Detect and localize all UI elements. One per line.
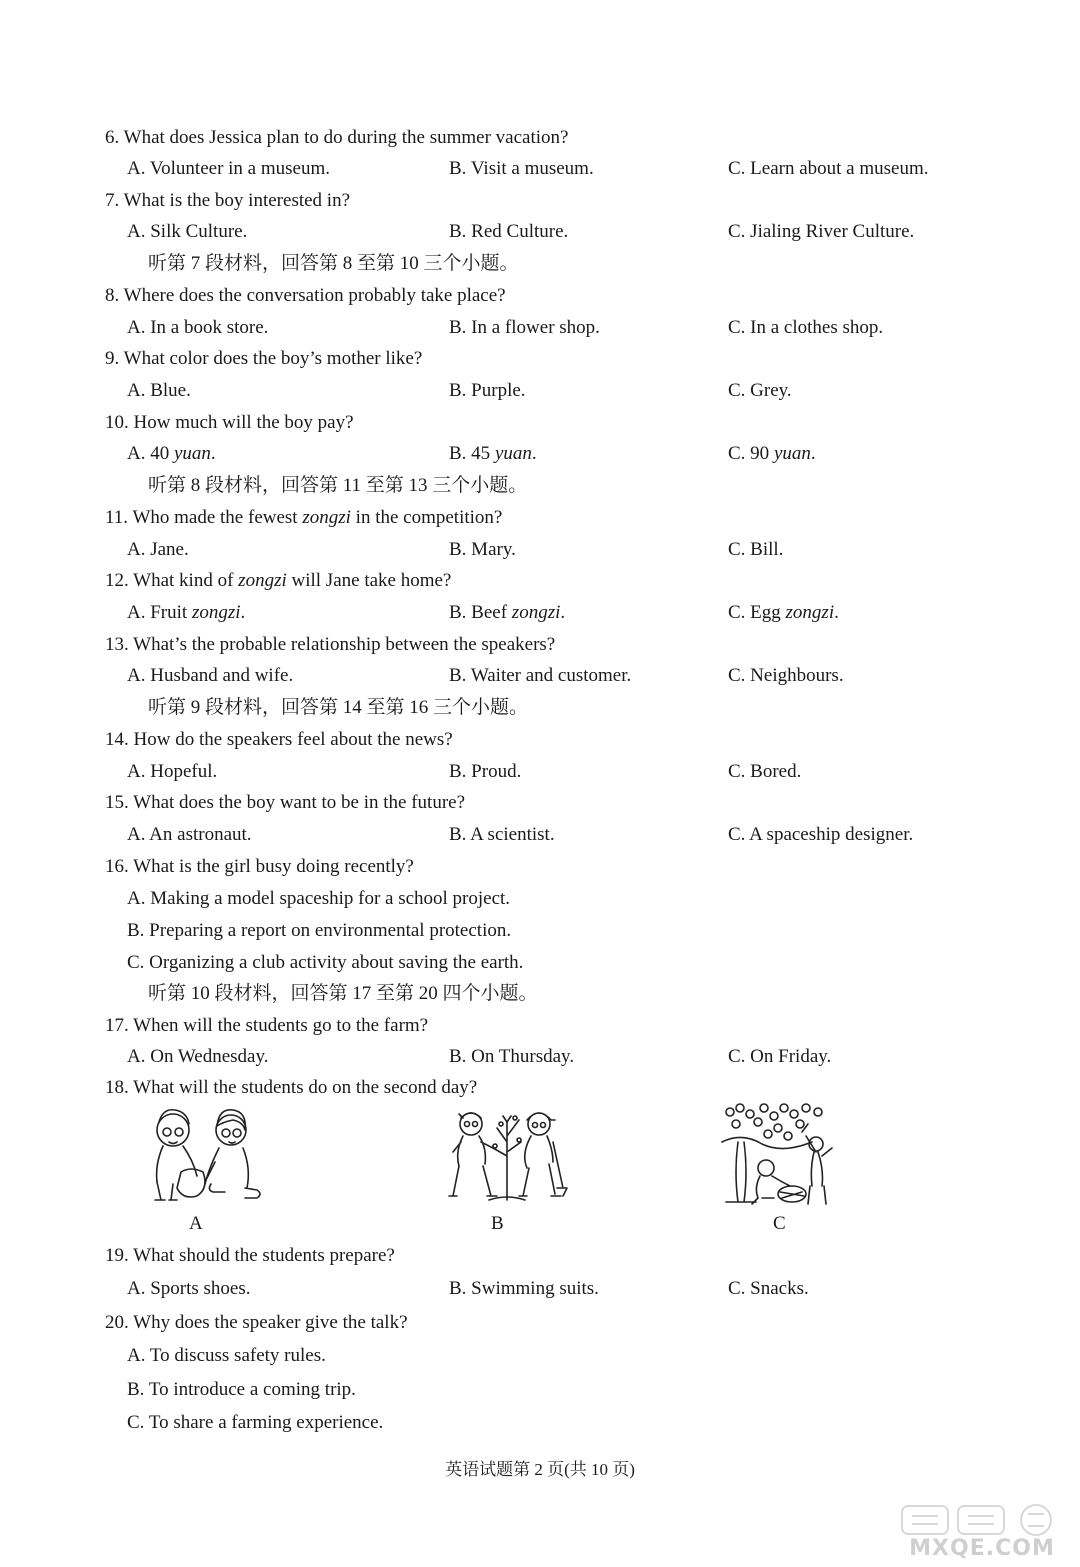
instruction-text: 听第 9 段材料，回答第 14 至第 16 三个小题。	[148, 697, 529, 718]
picture-label-c: C	[773, 1213, 786, 1234]
question-18-pictures	[0, 1102, 1080, 1242]
option-c: C. Neighbours.	[728, 665, 844, 686]
option-c: C. Bored.	[728, 761, 802, 782]
option-b: B. Beef zongzi.	[449, 602, 566, 623]
option-a: A. Making a model spaceship for a school project.	[127, 888, 511, 909]
children-collecting-litter-illustration	[145, 1102, 270, 1234]
option-b: B. On Thursday.	[449, 1046, 575, 1067]
question-17	[0, 1010, 1080, 1042]
question-14-options	[0, 756, 1080, 788]
question-9-options	[0, 375, 1080, 407]
picture-label-a: A	[189, 1213, 203, 1234]
question-15	[0, 787, 1080, 819]
question-stem: 9. What color does the boy’s mother like?	[105, 348, 423, 369]
question-stem: 11. Who made the fewest zongzi in the competition?	[105, 507, 503, 528]
question-stem: 13. What’s the probable relationship between the speakers?	[105, 634, 556, 655]
option-c: C. On Friday.	[728, 1046, 832, 1067]
question-13-options	[0, 660, 1080, 692]
option-b: B. In a flower shop.	[449, 317, 600, 338]
question-16	[0, 851, 1080, 883]
option-a: A. In a book store.	[127, 317, 269, 338]
instruction-text: 听第 10 段材料，回答第 17 至第 20 四个小题。	[148, 983, 538, 1004]
section-instruction	[0, 978, 1080, 1010]
option-c: C. Snacks.	[728, 1278, 809, 1299]
question-20-option-c-row	[0, 1407, 1080, 1439]
instruction-text: 听第 7 段材料，回答第 8 至第 10 三个小题。	[148, 253, 519, 274]
question-8	[0, 280, 1080, 312]
option-b: B. Mary.	[449, 539, 516, 560]
question-stem: 10. How much will the boy pay?	[105, 412, 354, 433]
people-picking-fruit-illustration	[718, 1102, 843, 1234]
option-a: A. Fruit zongzi.	[127, 602, 246, 623]
question-stem: 6. What does Jessica plan to do during the summer vacation?	[105, 127, 569, 148]
question-17-options	[0, 1041, 1080, 1073]
section-instruction	[0, 248, 1080, 280]
option-c: C. To share a farming experience.	[127, 1412, 384, 1433]
watermark-text: MXQE.COM	[909, 1536, 1055, 1561]
question-8-options	[0, 312, 1080, 344]
question-stem: 17. When will the students go to the farm?	[105, 1015, 429, 1036]
option-a: A. Volunteer in a museum.	[127, 158, 330, 179]
option-b: B. Preparing a report on environmental protection.	[127, 920, 512, 941]
question-16-option-c-row	[0, 947, 1080, 979]
option-b: B. Red Culture.	[449, 221, 569, 242]
question-11	[0, 502, 1080, 534]
option-a: A. Sports shoes.	[127, 1278, 251, 1299]
question-16-option-a-row	[0, 883, 1080, 915]
question-stem: 18. What will the students do on the second day?	[105, 1077, 478, 1098]
question-11-options	[0, 534, 1080, 566]
option-a: A. On Wednesday.	[127, 1046, 269, 1067]
section-instruction	[0, 470, 1080, 502]
question-6-options	[0, 153, 1080, 185]
question-stem: 7. What is the boy interested in?	[105, 190, 351, 211]
option-b: B. A scientist.	[449, 824, 555, 845]
children-planting-tree-illustration	[445, 1102, 570, 1234]
option-a: A. To discuss safety rules.	[127, 1345, 326, 1366]
question-7-options	[0, 216, 1080, 248]
question-stem: 20. Why does the speaker give the talk?	[105, 1312, 408, 1333]
question-stem: 14. How do the speakers feel about the news?	[105, 729, 453, 750]
question-stem: 16. What is the girl busy doing recently?	[105, 856, 414, 877]
question-12	[0, 565, 1080, 597]
option-b: B. Visit a museum.	[449, 158, 594, 179]
question-20	[0, 1307, 1080, 1339]
section-instruction	[0, 692, 1080, 724]
question-19	[0, 1240, 1080, 1272]
instruction-text: 听第 8 段材料，回答第 11 至第 13 三个小题。	[148, 475, 528, 496]
option-c: C. 90 yuan.	[728, 443, 816, 464]
watermark-logo	[896, 1502, 1068, 1564]
question-14	[0, 724, 1080, 756]
question-9	[0, 343, 1080, 375]
option-c: C. Jialing River Culture.	[728, 221, 915, 242]
option-c: C. A spaceship designer.	[728, 824, 914, 845]
question-19-options	[0, 1273, 1080, 1305]
option-b: B. Swimming suits.	[449, 1278, 599, 1299]
option-a: A. 40 yuan.	[127, 443, 216, 464]
option-c: C. Egg zongzi.	[728, 602, 839, 623]
option-b: B. Waiter and customer.	[449, 665, 632, 686]
picture-label-b: B	[491, 1213, 504, 1234]
option-c: C. In a clothes shop.	[728, 317, 884, 338]
option-a: A. Silk Culture.	[127, 221, 248, 242]
question-10-options	[0, 438, 1080, 470]
question-stem: 19. What should the students prepare?	[105, 1245, 395, 1266]
option-b: B. To introduce a coming trip.	[127, 1379, 356, 1400]
option-a: A. Jane.	[127, 539, 189, 560]
question-stem: 15. What does the boy want to be in the future?	[105, 792, 466, 813]
question-20-option-a-row	[0, 1340, 1080, 1372]
question-20-option-b-row	[0, 1374, 1080, 1406]
question-13	[0, 629, 1080, 661]
question-18	[0, 1072, 1080, 1104]
option-a: A. Husband and wife.	[127, 665, 294, 686]
option-c: C. Bill.	[728, 539, 784, 560]
option-c: C. Grey.	[728, 380, 792, 401]
question-16-option-b-row	[0, 915, 1080, 947]
option-c: C. Learn about a museum.	[728, 158, 929, 179]
question-7	[0, 185, 1080, 217]
option-c: C. Organizing a club activity about saving the earth.	[127, 952, 524, 973]
question-12-options	[0, 597, 1080, 629]
question-stem: 8. Where does the conversation probably take place?	[105, 285, 506, 306]
option-b: B. 45 yuan.	[449, 443, 537, 464]
question-15-options	[0, 819, 1080, 851]
option-a: A. Hopeful.	[127, 761, 218, 782]
option-b: B. Proud.	[449, 761, 522, 782]
option-a: A. Blue.	[127, 380, 191, 401]
option-b: B. Purple.	[449, 380, 526, 401]
option-a: A. An astronaut.	[127, 824, 252, 845]
question-10	[0, 407, 1080, 439]
question-6	[0, 122, 1080, 154]
page-footer: 英语试题第 2 页(共 10 页)	[445, 1460, 635, 1479]
question-stem: 12. What kind of zongzi will Jane take home?	[105, 570, 452, 591]
